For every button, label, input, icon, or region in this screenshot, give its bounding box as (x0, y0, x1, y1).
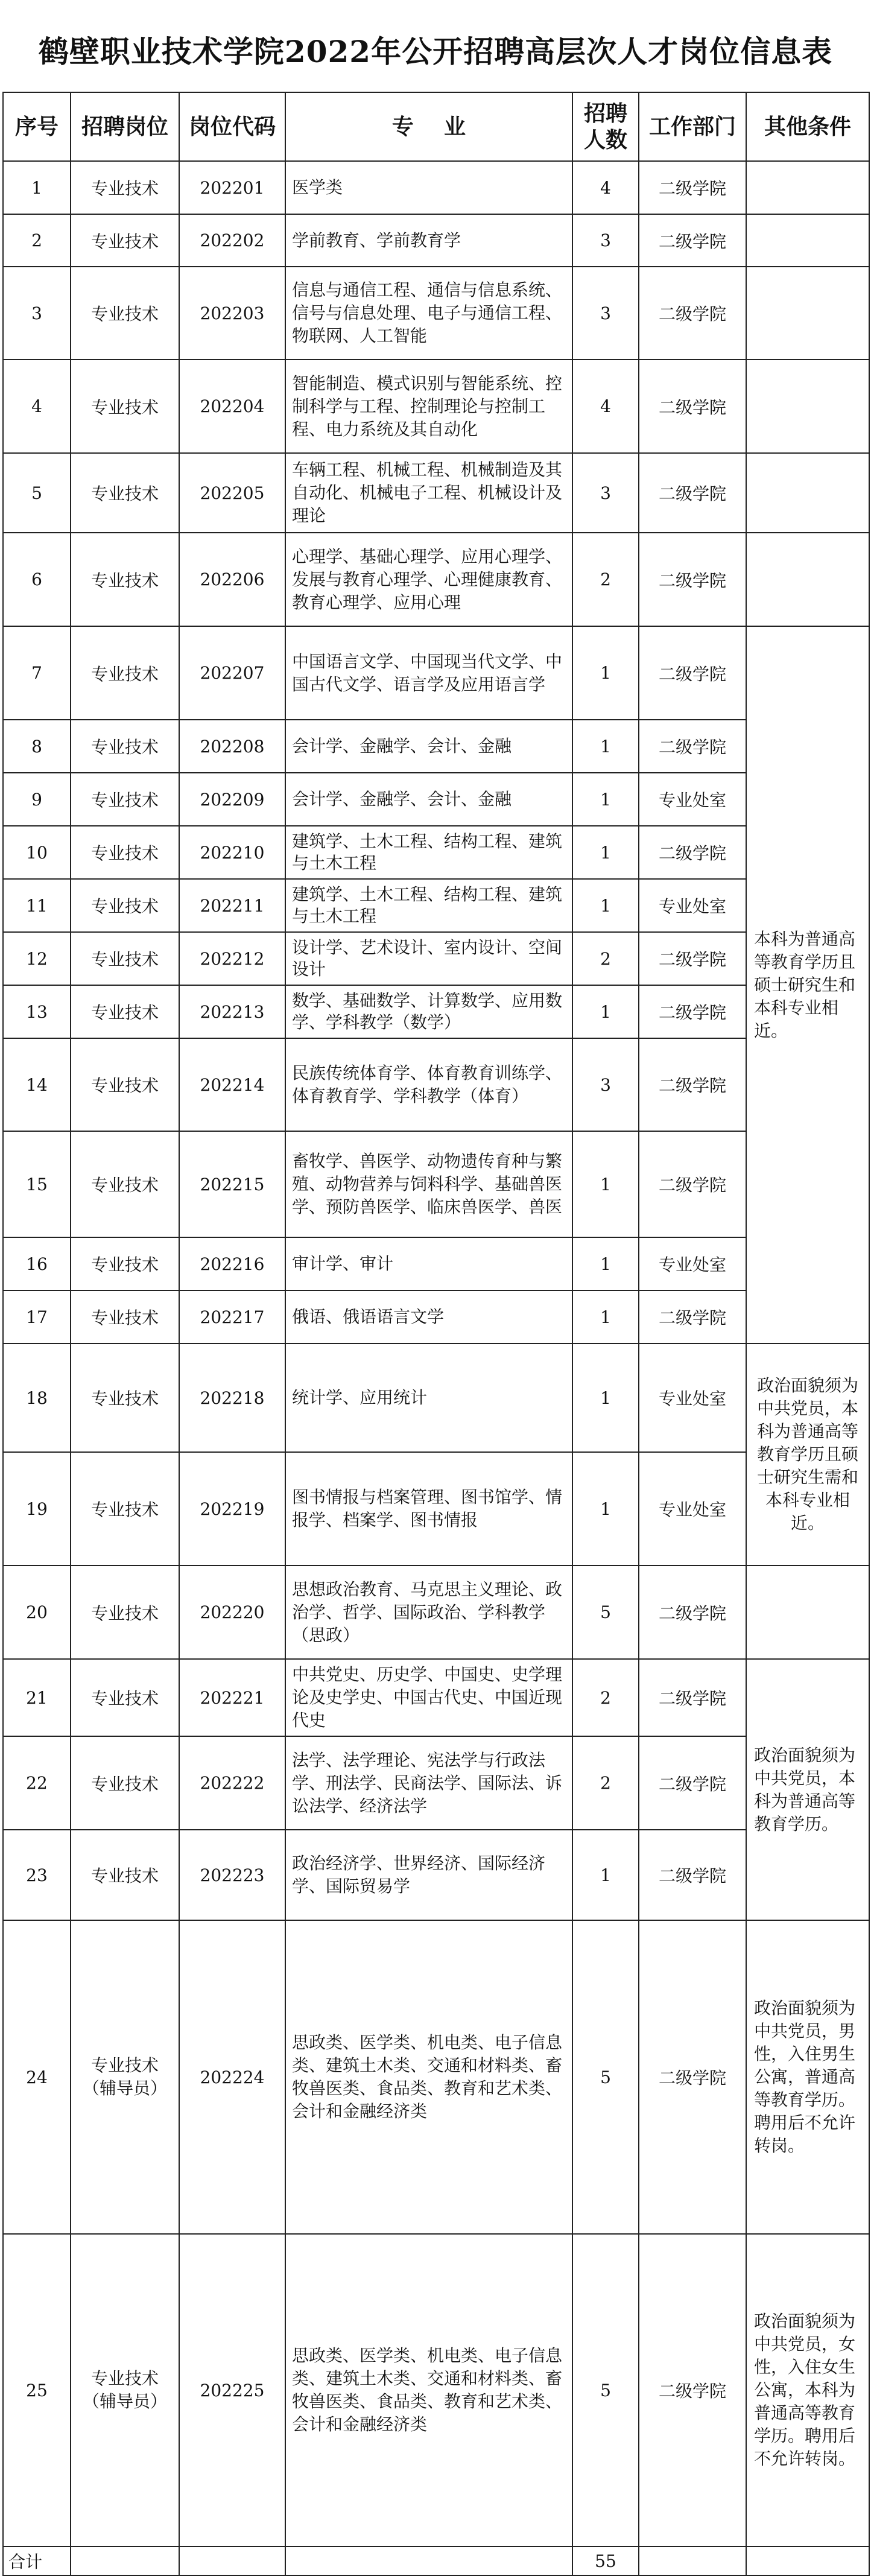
header-position: 招聘岗位 (71, 92, 179, 161)
cell-no: 24 (3, 1920, 71, 2234)
table-row (3, 720, 869, 773)
cell-no: 17 (3, 1290, 71, 1344)
cell-code: 202212 (179, 932, 285, 985)
header-count-line1: 招聘 (583, 101, 627, 126)
cell-position: 专业技术 (71, 1237, 179, 1290)
cell-major: 建筑学、土木工程、结构工程、建筑与土木工程 (285, 826, 572, 879)
table-row (3, 267, 869, 360)
cell-cond-empty (746, 533, 869, 626)
cell-no: 22 (3, 1736, 71, 1830)
cell-dept: 专业处室 (639, 1452, 746, 1566)
cell-dept: 二级学院 (639, 1830, 746, 1920)
cell-dept: 二级学院 (639, 2234, 746, 2546)
header-dept: 工作部门 (639, 92, 746, 161)
cell-dept: 二级学院 (639, 932, 746, 985)
cell-count: 1 (572, 1830, 639, 1920)
total-row (3, 2546, 869, 2575)
cell-position: 专业技术 (71, 360, 179, 453)
page-title: 鹤壁职业技术学院2022年公开招聘高层次人才岗位信息表 (38, 34, 833, 69)
cell-position: 专业技术 (71, 626, 179, 720)
cell-position: 专业技术 (71, 214, 179, 267)
cell-dept: 专业处室 (639, 1344, 746, 1452)
cell-dept: 二级学院 (639, 985, 746, 1038)
cell-code: 202201 (179, 161, 285, 214)
cell-count: 3 (572, 214, 639, 267)
cell-no: 2 (3, 214, 71, 267)
cell-code: 202211 (179, 879, 285, 932)
cell-position: 专业技术 (71, 1290, 179, 1344)
cell-code: 202225 (179, 2234, 285, 2546)
header-count-line2: 人数 (583, 127, 627, 153)
cell-no: 18 (3, 1344, 71, 1452)
cell-major: 民族传统体育学、体育教育训练学、体育教育学、学科教学（体育） (285, 1038, 572, 1131)
cell-count: 1 (572, 826, 639, 879)
cell-position: 专业技术 (71, 773, 179, 826)
cell-count: 2 (572, 1736, 639, 1830)
header-row (3, 92, 869, 161)
cell-position: 专业技术 (71, 1659, 179, 1736)
cell-dept: 二级学院 (639, 1736, 746, 1830)
cell-position (71, 2234, 179, 2546)
cell-major: 思政类、医学类、机电类、电子信息类、建筑土木类、交通和材料类、畜牧兽医类、食品类、教育和艺术类、会计和金融经济类 (285, 2234, 572, 2546)
cell-major: 法学、法学理论、宪法学与行政法学、刑法学、民商法学、国际法、诉讼法学、经济法学 (285, 1736, 572, 1830)
cell-position: 专业技术 (71, 1131, 179, 1237)
cell-major: 审计学、审计 (285, 1237, 572, 1290)
header-no: 序号 (3, 92, 71, 161)
cell-conditions-group2: 政治面貌须为中共党员，本科为普通高等教育学历且硕士研究生需和本科专业相近。 (746, 1344, 869, 1566)
cell-position: 专业技术 (71, 533, 179, 626)
cell-major: 统计学、应用统计 (285, 1344, 572, 1452)
cell-code: 202216 (179, 1237, 285, 1290)
cell-position: 专业技术 (71, 1830, 179, 1920)
cell-count: 3 (572, 1038, 639, 1131)
total-count: 55 (572, 2546, 639, 2575)
cell-code: 202204 (179, 360, 285, 453)
cell-major: 畜牧学、兽医学、动物遗传育种与繁殖、动物营养与饲料科学、基础兽医学、预防兽医学、临床兽医学、兽医 (285, 1131, 572, 1237)
cell-dept: 二级学院 (639, 1659, 746, 1736)
cell-no: 15 (3, 1131, 71, 1237)
cell-no: 4 (3, 360, 71, 453)
cell-code: 202209 (179, 773, 285, 826)
table-row (3, 1344, 869, 1452)
cell-dept: 二级学院 (639, 453, 746, 533)
cell-position: 专业技术 (71, 720, 179, 773)
cell-major: 数学、基础数学、计算数学、应用数学、学科教学（数学） (285, 985, 572, 1038)
cell-code: 202219 (179, 1452, 285, 1566)
cell-count: 2 (572, 1659, 639, 1736)
cell-count: 1 (572, 1452, 639, 1566)
cell-conditions-group4: 政治面貌须为中共党员，男性，入住男生公寓，普通高等教育学历。聘用后不允许转岗。 (746, 1920, 869, 2234)
table-row (3, 533, 869, 626)
cell-dept: 二级学院 (639, 267, 746, 360)
total-empty (746, 2546, 869, 2575)
table-row (3, 773, 869, 826)
cell-cond-empty (746, 1566, 869, 1659)
cell-code: 202221 (179, 1659, 285, 1736)
cell-position: 专业技术 (71, 826, 179, 879)
cell-no: 23 (3, 1830, 71, 1920)
cell-position-line2: （辅导员） (82, 2078, 167, 2098)
table-row (3, 360, 869, 453)
cell-position-line2: （辅导员） (82, 2391, 167, 2411)
cell-no: 5 (3, 453, 71, 533)
cell-position: 专业技术 (71, 1736, 179, 1830)
cell-position-line1: 专业技术 (90, 2055, 159, 2075)
cell-count: 1 (572, 1290, 639, 1344)
cell-major: 会计学、金融学、会计、金融 (285, 773, 572, 826)
cell-dept: 二级学院 (639, 214, 746, 267)
cell-code: 202203 (179, 267, 285, 360)
cell-major: 心理学、基础心理学、应用心理学、发展与教育心理学、心理健康教育、教育心理学、应用心理 (285, 533, 572, 626)
cell-major: 学前教育、学前教育学 (285, 214, 572, 267)
cell-major: 中共党史、历史学、中国史、史学理论及史学史、中国古代史、中国近现代史 (285, 1659, 572, 1736)
cell-position (71, 1920, 179, 2234)
cell-position: 专业技术 (71, 161, 179, 214)
cell-major: 思政类、医学类、机电类、电子信息类、建筑土木类、交通和材料类、畜牧兽医类、食品类、教育和艺术类、会计和金融经济类 (285, 1920, 572, 2234)
cell-major: 俄语、俄语语言文学 (285, 1290, 572, 1344)
total-empty (285, 2546, 572, 2575)
cell-count: 1 (572, 626, 639, 720)
cell-count: 1 (572, 773, 639, 826)
cell-count: 5 (572, 1920, 639, 2234)
cell-no: 12 (3, 932, 71, 985)
cell-position: 专业技术 (71, 453, 179, 533)
cell-count: 3 (572, 453, 639, 533)
cell-conditions-group5: 政治面貌须为中共党员，女性，入住女生公寓，本科为普通高等教育学历。聘用后不允许转岗。 (746, 2234, 869, 2546)
cell-no: 25 (3, 2234, 71, 2546)
cell-dept: 二级学院 (639, 720, 746, 773)
cell-position: 专业技术 (71, 932, 179, 985)
cell-dept: 二级学院 (639, 1566, 746, 1659)
cell-code: 202217 (179, 1290, 285, 1344)
cell-no: 21 (3, 1659, 71, 1736)
cell-major: 智能制造、模式识别与智能系统、控制科学与工程、控制理论与控制工程、电力系统及其自动化 (285, 360, 572, 453)
table-row (3, 1659, 869, 1736)
cell-dept: 专业处室 (639, 1237, 746, 1290)
cell-cond-empty (746, 214, 869, 267)
table-row (3, 1290, 869, 1344)
table-row (3, 932, 869, 985)
cell-no: 8 (3, 720, 71, 773)
table-row (3, 214, 869, 267)
cell-code: 202210 (179, 826, 285, 879)
total-empty (179, 2546, 285, 2575)
cell-position: 专业技术 (71, 267, 179, 360)
table-row (3, 453, 869, 533)
cell-code: 202214 (179, 1038, 285, 1131)
cell-cond-empty (746, 161, 869, 214)
cell-count: 4 (572, 360, 639, 453)
total-empty (71, 2546, 179, 2575)
cell-cond-empty (746, 267, 869, 360)
cell-dept: 二级学院 (639, 533, 746, 626)
table-row (3, 2234, 869, 2546)
cell-count: 2 (572, 932, 639, 985)
cell-code: 202208 (179, 720, 285, 773)
cell-count: 1 (572, 879, 639, 932)
cell-count: 5 (572, 2234, 639, 2546)
cell-dept: 二级学院 (639, 1920, 746, 2234)
cell-position: 专业技术 (71, 985, 179, 1038)
cell-major: 政治经济学、世界经济、国际经济学、国际贸易学 (285, 1830, 572, 1920)
total-empty (639, 2546, 746, 2575)
cell-major: 信息与通信工程、通信与信息系统、信号与信息处理、电子与通信工程、物联网、人工智能 (285, 267, 572, 360)
table-row (3, 161, 869, 214)
cell-cond-empty (746, 453, 869, 533)
header-code: 岗位代码 (179, 92, 285, 161)
cell-dept: 二级学院 (639, 360, 746, 453)
cell-no: 6 (3, 533, 71, 626)
position-table (2, 92, 870, 2576)
cell-no: 3 (3, 267, 71, 360)
cell-dept: 二级学院 (639, 826, 746, 879)
cell-count: 1 (572, 720, 639, 773)
table-row (3, 1920, 869, 2234)
cell-dept: 二级学院 (639, 1038, 746, 1131)
cell-dept: 二级学院 (639, 1131, 746, 1237)
cell-count: 5 (572, 1566, 639, 1659)
cell-no: 14 (3, 1038, 71, 1131)
header-count (572, 92, 639, 161)
cell-major: 医学类 (285, 161, 572, 214)
cell-major: 中国语言文学、中国现当代文学、中国古代文学、语言学及应用语言学 (285, 626, 572, 720)
cell-code: 202206 (179, 533, 285, 626)
cell-count: 1 (572, 1131, 639, 1237)
cell-position: 专业技术 (71, 879, 179, 932)
cell-code: 202222 (179, 1736, 285, 1830)
cell-major: 建筑学、土木工程、结构工程、建筑与土木工程 (285, 879, 572, 932)
cell-code: 202202 (179, 214, 285, 267)
cell-major: 图书情报与档案管理、图书馆学、情报学、档案学、图书情报 (285, 1452, 572, 1566)
cell-code: 202220 (179, 1566, 285, 1659)
cell-dept: 专业处室 (639, 773, 746, 826)
cell-dept: 二级学院 (639, 1290, 746, 1344)
cell-no: 13 (3, 985, 71, 1038)
cell-position-line1: 专业技术 (90, 2368, 159, 2388)
cell-no: 11 (3, 879, 71, 932)
table-row (3, 1736, 869, 1830)
cell-conditions-group3: 政治面貌须为中共党员，本科为普通高等教育学历。 (746, 1659, 869, 1920)
cell-no: 16 (3, 1237, 71, 1290)
cell-code: 202213 (179, 985, 285, 1038)
table-row (3, 826, 869, 879)
cell-code: 202223 (179, 1830, 285, 1920)
table-row (3, 985, 869, 1038)
cell-code: 202205 (179, 453, 285, 533)
cell-no: 1 (3, 161, 71, 214)
cell-no: 7 (3, 626, 71, 720)
cell-major: 思想政治教育、马克思主义理论、政治学、哲学、国际政治、学科教学（思政） (285, 1566, 572, 1659)
cell-code: 202215 (179, 1131, 285, 1237)
table-row (3, 1566, 869, 1659)
cell-conditions-group1: 本科为普通高等教育学历且硕士研究生和本科专业相近。 (746, 626, 869, 1344)
table-row (3, 1452, 869, 1566)
table-row (3, 1237, 869, 1290)
cell-major: 会计学、金融学、会计、金融 (285, 720, 572, 773)
cell-dept: 二级学院 (639, 161, 746, 214)
header-cond: 其他条件 (746, 92, 869, 161)
table-row (3, 1131, 869, 1237)
cell-no: 19 (3, 1452, 71, 1566)
cell-major: 车辆工程、机械工程、机械制造及其自动化、机械电子工程、机械设计及理论 (285, 453, 572, 533)
cell-count: 1 (572, 1344, 639, 1452)
cell-count: 1 (572, 1237, 639, 1290)
table-row (3, 1038, 869, 1131)
cell-no: 10 (3, 826, 71, 879)
cell-position: 专业技术 (71, 1452, 179, 1566)
table-row (3, 626, 869, 720)
cell-count: 2 (572, 533, 639, 626)
cell-no: 9 (3, 773, 71, 826)
cell-position: 专业技术 (71, 1038, 179, 1131)
cell-dept: 二级学院 (639, 626, 746, 720)
table-row (3, 1830, 869, 1920)
header-major: 专 业 (285, 92, 572, 161)
table-row (3, 879, 869, 932)
cell-count: 3 (572, 267, 639, 360)
cell-cond-empty (746, 360, 869, 453)
cell-no: 20 (3, 1566, 71, 1659)
cell-code: 202218 (179, 1344, 285, 1452)
cell-major: 设计学、艺术设计、室内设计、空间设计 (285, 932, 572, 985)
cell-code: 202224 (179, 1920, 285, 2234)
cell-position: 专业技术 (71, 1344, 179, 1452)
total-label: 合计 (3, 2546, 71, 2575)
cell-count: 4 (572, 161, 639, 214)
cell-dept: 专业处室 (639, 879, 746, 932)
cell-count: 1 (572, 985, 639, 1038)
cell-code: 202207 (179, 626, 285, 720)
cell-position: 专业技术 (71, 1566, 179, 1659)
